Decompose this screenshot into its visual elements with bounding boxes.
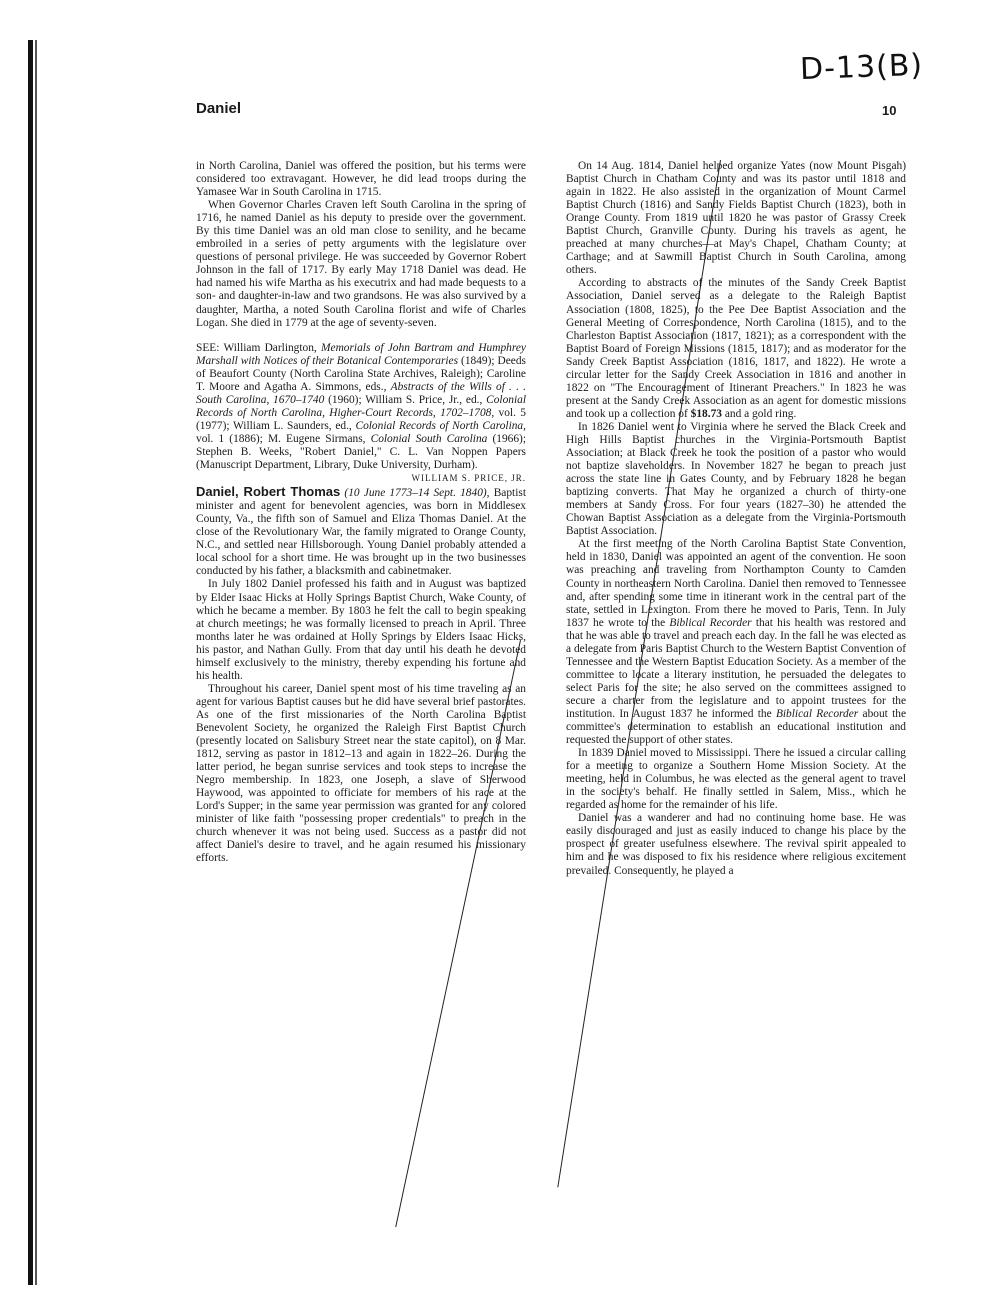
page-number: 10 (882, 103, 897, 118)
entry-dates: (10 June 1773–14 Sept. 1840), (344, 487, 490, 500)
paragraph: In 1826 Daniel went to Virginia where he served the Black Creek and High Hills Baptist churches in the Virginia-Portsmouth Baptist Association; at Black Creek he took the position of a pastor who would not baptize slaveholders. In November 1827 he began to preach just across the state line in Gates County, and by February 1828 he began baptizing converts. That May he organized a church of thirty-one members at Sandy Cross. For four years (1827–30) he attended the Chowan Baptist Association as a delegate from the Virginia-Portsmouth Baptist Association. (566, 420, 906, 538)
right-column (566, 160, 906, 878)
paragraph: At the first meeting of the North Carolina Baptist State Convention, held in 1830, Daniel was appointed an agent of the convention. He soon was preaching and traveling from Northampton County to Camden County in northeastern North Carolina. Daniel then removed to Tennessee and, after spending some time in itinerant work in the central part of the state, settled in Lexington. From there he moved to Paris, Tenn. In July 1837 he wrote to the Biblical Recorder that his health was restored and that he was able to travel and preach each day. In the fall he was elected as a delegate from Paris Baptist Church to the Western Baptist Convention of Tennessee and the Western Baptist Education Society. As a member of the committee to locate a literary institution, he persuaded the delegates to select Paris for the site; he also served on the committees assigned to secure a charter from the legislature and to appoint trustees for the institution. In August 1837 he informed the Biblical Recorder about the committee's determination to establish an educational institution and requested the support of other states. (566, 538, 907, 747)
bibliography: SEE: William Darlington, Memorials of John Bartram and Humphrey Marshall with Notices of their Botanical Contemporaries (1849); Deeds of Beaufort County (North Carolina State Archives, Raleigh); Caroline T. Moore and Agatha A. Simmons, eds., Abstracts of the Wills of . . . South Carolina, 1670–1740 (1960); William S. Price, Jr., ed., Colonial Records of North Carolina, Higher-Court Records, 1702–1708, vol. 5 (1977); William L. Saunders, ed., Colonial Records of North Carolina, vol. 1 (1886); M. Eugene Sirmans, Colonial South Carolina (1966); Stephen B. Weeks, "Robert Daniel," C. L. Van Noppen Papers (Manuscript Department, Library, Duke University, Durham). (196, 341, 526, 472)
left-column (196, 160, 526, 865)
paragraph: According to abstracts of the minutes of the Sandy Creek Baptist Association, Daniel served as a delegate to the Raleigh Baptist Association (1808, 1825), to the Pee Dee Baptist Association and the General Meeting of Correspondence, North Carolina (1815), and to the Charleston Baptist Association (1817, 1821); as a correspondent with the Baptist Board of Foreign Missions (1815, 1817); and as moderator for the Sandy Creek Baptist Association (1816, 1817, and 1822). He wrote a circular letter for the Sandy Creek Association in 1816 and another in 1822 on "The Encouragement of Itinerant Preachers." In 1823 he was present at the Sandy Creek Association as an agent for domestic missions and took up a collection of $18.73 and a gold ring. (566, 277, 906, 420)
entry-heading: Daniel, Robert Thomas (196, 484, 341, 500)
handwritten-note: D-13(B) (799, 47, 924, 88)
entry-intro: Daniel, Robert Thomas (10 June 1773–14 Sept. 1840), Baptist minister and agent for benevolent agencies, was born in Middlesex County, Va., the fifth son of Samuel and Eliza Thomas Daniel. At the close of the Revolutionary War, the family migrated to Orange County, N.C., and settled near Hillsborough. Young Daniel probably attended a local school for a short time. He was brought up in the two businesses conducted by his father, a blacksmith and cabinetmaker. (196, 484, 526, 578)
paragraph: When Governor Charles Craven left South Carolina in the spring of 1716, he named Daniel as his deputy to preside over the government. By this time Daniel was an old man close to senility, and he became embroiled in a series of petty arguments with the legislature over questions of personal privilege. He was succeeded by Governor Robert Johnson in the fall of 1717. By early May 1718 Daniel was dead. He had named his wife Martha as his executrix and had made bequests to a son- and daughter-in-law and two grandsons. He was also survived by a daughter, Martha, a noted South Carolina florist and wife of Charles Logan. She died in 1779 at the age of seventy-seven. (196, 199, 526, 329)
paragraph: Daniel was a wanderer and had no continuing home base. He was easily discouraged and just as easily induced to change his place by the prospect of greater usefulness elsewhere. The revival spirit appealed to him and he was disposed to fix his residence where religious excitement prevailed. Consequently, he played a (566, 812, 906, 877)
paragraph: in North Carolina, Daniel was offered the position, but his terms were considered too extravagant. However, he did lead troops during the Yamasee War in South Carolina in 1715. (196, 160, 526, 199)
paragraph: On 14 Aug. 1814, Daniel helped organize Yates (now Mount Pisgah) Baptist Church in Chatham County and was its pastor until 1818 and again in 1822. He also assisted in the organization of Mount Carmel Baptist Church (1816) and Sandy Fields Baptist Church (1823), both in Orange County. From 1819 until 1820 he was pastor of Grassy Creek Baptist Church, Granville County. During his travels as agent, he preached at many churches—at May's Chapel, Chatham County; at Carthage; and at Sawmill Baptist Church in South Carolina, among others. (566, 160, 906, 277)
running-head: Daniel (196, 100, 242, 117)
scan-binding-edge-shadow (35, 40, 37, 1285)
paragraph: In 1839 Daniel moved to Mississippi. There he issued a circular calling for a meeting to organize a Southern Home Mission Society. At the meeting, held in Columbus, he was elected as the general agent to travel in the society's behalf. He finally settled in Salem, Miss., which he regarded as home for the remainder of his life. (566, 747, 906, 812)
paragraph: Throughout his career, Daniel spent most of his time traveling as an agent for various Baptist causes but he did have several brief pastorates. As one of the first missionaries of the North Carolina Baptist Benevolent Society, he organized the Raleigh First Baptist Church (presently located on Salisbury Street near the state capitol), on 8 Mar. 1812, serving as pastor in 1812–13 and again in 1822–26. During the latter period, he began sunrise services and took steps to increase the Negro membership. In 1823, one Joseph, a slave of Sherwood Haywood, was appointed to officiate for members of his race at the Lord's Supper; in the same year permission was granted for any colored minister of like faith "possessing proper credentials" to preach in the church whenever it was not being used. Success as a pastor did not affect Daniel's desire to travel, and he again resumed his missionary efforts. (196, 682, 526, 865)
author-signature: WILLIAM S. PRICE, JR. (411, 473, 526, 484)
scan-binding-edge (28, 40, 33, 1285)
paragraph: In July 1802 Daniel professed his faith and in August was baptized by Elder Isaac Hicks at Holly Springs Baptist Church, Wake County, of which he became a member. By 1803 he felt the call to begin speaking at church meetings; he was formally licensed to preach in April. Three months later he was ordained at Holly Springs by Elders Isaac Hicks, his pastor, and Nathan Gully. From that day until his death he devoted himself exclusively to the ministry, thereby expending his fortune and his health. (196, 578, 526, 682)
